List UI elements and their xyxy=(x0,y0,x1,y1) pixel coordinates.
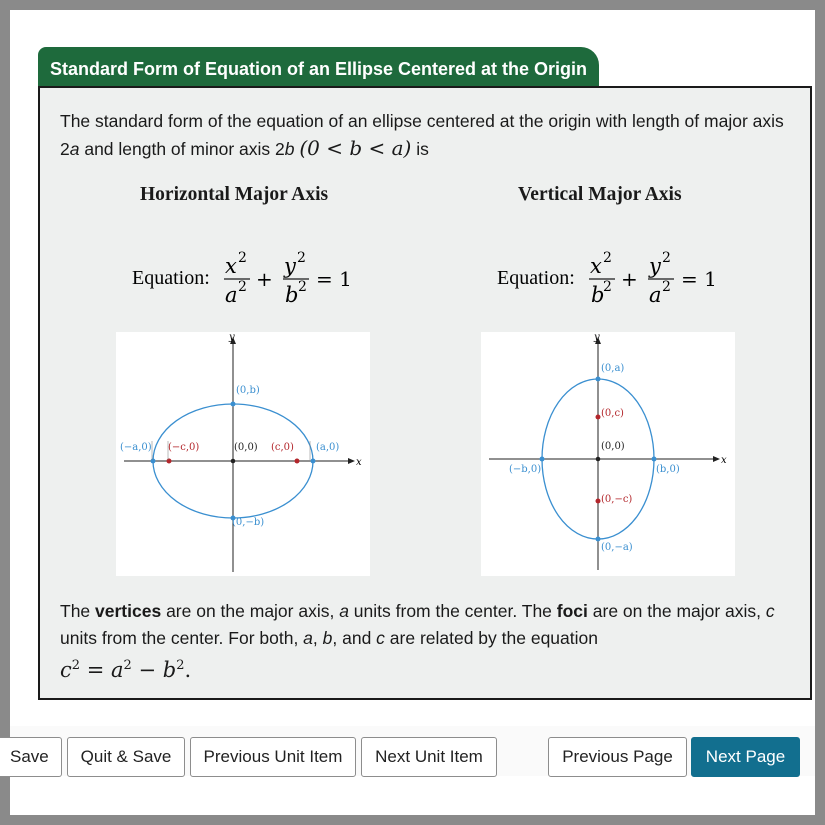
left-focus-point xyxy=(167,459,172,464)
content-panel xyxy=(38,86,812,700)
exponent: 2 xyxy=(603,250,612,266)
left-focus-label: (−c,0) xyxy=(168,442,200,453)
x-axis-label: x xyxy=(721,455,727,466)
outro-text: , xyxy=(312,628,323,648)
y-axis-label: y xyxy=(229,332,235,343)
outro-text: are related by the equation xyxy=(384,628,598,648)
right-focus-point xyxy=(295,459,300,464)
fraction-den: a xyxy=(649,283,662,307)
var-c: c xyxy=(376,628,385,648)
intro-paragraph xyxy=(60,108,795,163)
exponent: 2 xyxy=(297,250,306,266)
exponent: 2 xyxy=(662,279,671,295)
fraction-den: a xyxy=(225,283,238,307)
eq-var: a xyxy=(111,658,124,682)
outro-text: are on the major axis, xyxy=(161,601,340,621)
x-axis-label: x xyxy=(356,457,362,468)
exponent: 2 xyxy=(238,250,247,266)
bottom-focus-point xyxy=(596,499,601,504)
var-a: a xyxy=(339,601,349,621)
origin-label: (0,0) xyxy=(601,441,625,452)
eq-exp: 2 xyxy=(123,658,132,673)
intro-text: is xyxy=(411,139,429,159)
exponent: 2 xyxy=(662,250,671,266)
bottom-vertex-label: (0,−a) xyxy=(601,542,633,553)
section-title-tab xyxy=(38,47,599,87)
intro-text: The standard form of the equation of an ellipse centered at the origin with length of major axis 2 xyxy=(60,111,784,159)
quit-save-button[interactable]: Quit & Save xyxy=(67,737,185,777)
origin-label: (0,0) xyxy=(234,442,258,453)
outro-text: units from the center. The xyxy=(348,601,557,621)
right-vertex-label: (a,0) xyxy=(316,442,340,453)
exponent: 2 xyxy=(238,279,247,295)
y-axis-label: y xyxy=(594,332,600,343)
exponent: 2 xyxy=(603,279,612,295)
top-vertex-point xyxy=(596,377,601,382)
var-a: a xyxy=(303,628,313,648)
relation-equation xyxy=(60,658,191,682)
vertical-heading: Vertical Major Axis xyxy=(518,184,682,205)
equation-label: Equation: xyxy=(132,267,210,289)
bottom-vertex-label: (0,−b) xyxy=(232,517,265,528)
origin-point xyxy=(596,457,601,462)
fraction-den: b xyxy=(591,283,605,307)
equals: = 1 xyxy=(681,267,717,291)
var-c: c xyxy=(765,601,775,621)
bottom-vertex-point xyxy=(596,537,601,542)
horizontal-equation-svg xyxy=(132,246,372,310)
intro-var-b: b xyxy=(284,139,295,159)
bottom-focus-label: (0,−c) xyxy=(601,494,633,505)
horizontal-ellipse-graph xyxy=(116,332,370,576)
section-title: Standard Form of Equation of an Ellipse Centered at the Origin xyxy=(50,59,588,79)
outro-text: , and xyxy=(332,628,377,648)
equals: = 1 xyxy=(316,267,352,291)
previous-page-button[interactable]: Previous Page xyxy=(548,737,687,777)
var-b: b xyxy=(322,628,333,648)
horizontal-graph-svg xyxy=(116,332,370,576)
eq-op: − xyxy=(131,658,163,682)
exponent: 2 xyxy=(298,279,307,295)
top-vertex-label: (0,a) xyxy=(601,363,625,374)
left-vertex-label: (−b,0) xyxy=(509,464,542,475)
horizontal-heading: Horizontal Major Axis xyxy=(140,184,329,205)
vertical-equation xyxy=(497,246,737,310)
eq-exp: 2 xyxy=(71,658,81,673)
right-focus-label: (c,0) xyxy=(271,442,294,453)
term-foci: foci xyxy=(556,601,588,621)
horizontal-equation xyxy=(132,246,372,310)
intro-condition: (0 < b < a) xyxy=(299,136,412,160)
eq-exp: 2 xyxy=(176,658,185,673)
fraction-num: y xyxy=(649,254,661,278)
fraction-den: b xyxy=(285,283,299,307)
eq-op: = xyxy=(80,658,111,682)
outro-text: The xyxy=(60,601,96,621)
vertical-ellipse-graph xyxy=(481,332,735,576)
intro-var-a: a xyxy=(69,139,80,159)
left-vertex-label: (−a,0) xyxy=(120,442,152,453)
eq-op: . xyxy=(184,658,192,682)
top-vertex-label: (0,b) xyxy=(236,385,260,396)
vertical-equation-svg xyxy=(497,246,737,310)
intro-text: and length of minor axis 2 xyxy=(79,139,285,159)
outro-text: are on the major axis, xyxy=(587,601,766,621)
right-vertex-point xyxy=(652,457,657,462)
right-vertex-point xyxy=(311,459,316,464)
left-vertex-point xyxy=(151,459,156,464)
fraction-num: y xyxy=(284,254,296,278)
top-vertex-point xyxy=(231,402,236,407)
fraction-num: x xyxy=(225,254,237,278)
outro-paragraph xyxy=(60,598,795,685)
origin-point xyxy=(231,459,236,464)
next-unit-item-button[interactable]: Next Unit Item xyxy=(361,737,497,777)
equation-label: Equation: xyxy=(497,267,575,289)
term-vertices: vertices xyxy=(95,601,162,621)
top-focus-point xyxy=(596,415,601,420)
right-vertex-label: (b,0) xyxy=(656,464,680,475)
fraction-num: x xyxy=(590,254,602,278)
save-button[interactable]: Save xyxy=(0,737,62,777)
plus-sign: + xyxy=(256,267,273,291)
plus-sign: + xyxy=(621,267,638,291)
top-focus-label: (0,c) xyxy=(601,408,624,419)
eq-var: c xyxy=(60,658,72,682)
eq-var: b xyxy=(162,658,177,682)
previous-unit-item-button[interactable]: Previous Unit Item xyxy=(190,737,356,777)
vertical-graph-svg xyxy=(481,332,735,576)
left-vertex-point xyxy=(540,457,545,462)
outro-text: units from the center. For both, xyxy=(60,628,304,648)
next-page-button[interactable]: Next Page xyxy=(691,737,800,777)
